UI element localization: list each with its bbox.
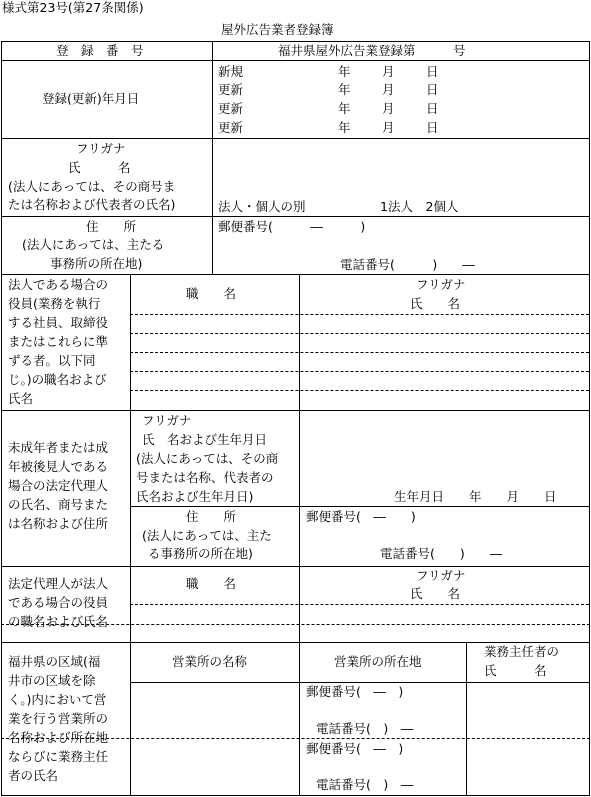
- registration-date-type: 新規: [218, 64, 244, 79]
- rep-officers-label: 法定代理人が法人: [8, 576, 109, 591]
- table-border-top: [1, 41, 590, 42]
- officer-name-header: 氏 名: [410, 296, 461, 311]
- row-divider: [130, 682, 589, 683]
- rep-officer-furigana-header: フリガナ: [416, 568, 466, 583]
- year-label: 年: [338, 101, 351, 116]
- registration-number-value: 福井県屋外広告業登録第 号: [278, 43, 466, 58]
- row-divider: [1, 138, 590, 139]
- row-divider: [1, 216, 590, 217]
- entity-type-options: 1法人 2個人: [380, 199, 459, 214]
- month-label: 月: [382, 101, 395, 116]
- legal-rep-furigana: フリガナ: [142, 413, 192, 428]
- page-title: 屋外広告業者登録簿: [221, 22, 334, 37]
- name-note: (法人にあっては、その商号ま: [8, 179, 176, 194]
- legal-rep-address-note: (法人にあっては、主た: [142, 528, 272, 543]
- table-border-left: [1, 41, 2, 796]
- row-divider: [1, 60, 590, 61]
- office-name-header: 営業所の名称: [172, 654, 248, 669]
- day-label: 日: [426, 120, 439, 135]
- address-note: (法人にあっては、主たる: [22, 237, 165, 252]
- offices-label: 業を行う営業所の: [8, 711, 109, 726]
- postal-code-field: 郵便番号( ― ): [218, 219, 366, 234]
- offices-label: 名称および所在地: [8, 730, 109, 745]
- legal-rep-note: 氏名および生年月日): [136, 489, 254, 504]
- offices-label: 者の氏名: [8, 768, 59, 783]
- name-furigana-label: フリガナ: [76, 141, 126, 156]
- offices-label: 福井県の区域(福: [8, 654, 101, 669]
- officer-furigana-header: フリガナ: [416, 277, 466, 292]
- officers-label: 氏名: [8, 391, 34, 406]
- offices-label: 井市の区域を除: [8, 673, 96, 688]
- registration-date-type: 更新: [218, 101, 244, 116]
- month-label: 月: [382, 82, 395, 97]
- row-divider: [1, 566, 590, 567]
- office-location-header: 営業所の所在地: [334, 654, 422, 669]
- rep-officer-name-header: 氏 名: [410, 586, 461, 601]
- legal-rep-postal-field: 郵便番号( ― ): [306, 509, 416, 524]
- offices-label: ならびに業務主任: [8, 749, 109, 764]
- year-label: 年: [338, 64, 351, 79]
- dashed-row-line: [130, 314, 589, 315]
- col-divider: [466, 642, 467, 795]
- office-postal-field: 郵便番号( ― ): [306, 741, 404, 756]
- legal-rep-label: は名称および住所: [8, 516, 109, 531]
- legal-rep-label: の氏名、商号また: [8, 497, 109, 512]
- address-label: 住 所: [86, 219, 137, 234]
- dashed-row-line: [130, 371, 589, 372]
- form-number: 様式第23号(第27条関係): [2, 0, 144, 15]
- office-postal-field: 郵便番号( ― ): [306, 684, 404, 699]
- row-divider: [1, 410, 590, 411]
- entity-type-label: 法人・個人の別: [218, 199, 306, 214]
- month-label: 月: [382, 64, 395, 79]
- legal-rep-phone-field: 電話番号( ) ―: [380, 546, 503, 561]
- col-divider: [130, 410, 131, 566]
- officers-label: またはこれらに準: [8, 334, 109, 349]
- dashed-row-line: [130, 604, 589, 605]
- registration-date-label: 登録(更新)年月日: [42, 91, 140, 106]
- dashed-row-line: [130, 333, 589, 334]
- rep-officers-label: の職名および氏名: [8, 614, 109, 629]
- manager-header: 業務主任者の: [484, 644, 560, 659]
- officers-label: ずる者。以下同: [8, 353, 96, 368]
- officers-label: 法人である場合の: [8, 277, 109, 292]
- name-note: たは名称および代表者の氏名): [8, 197, 176, 212]
- row-divider: [1, 642, 590, 643]
- legal-rep-name-label: 氏 名および生年月日: [142, 432, 268, 447]
- officer-position-header: 職 名: [186, 286, 237, 301]
- registration-number-label: 登 録 番 号: [56, 43, 144, 58]
- legal-rep-label: 年被後見人である: [8, 459, 109, 474]
- year-label: 年: [338, 82, 351, 97]
- col-divider: [299, 410, 300, 566]
- month-label: 月: [382, 120, 395, 135]
- row-divider: [130, 506, 589, 507]
- phone-field: 電話番号( ) ―: [340, 257, 475, 272]
- legal-rep-address-label: 住 所: [186, 509, 237, 524]
- col-divider: [130, 642, 131, 795]
- legal-rep-note: (法人にあっては、その商: [136, 451, 279, 466]
- col-divider: [212, 41, 213, 274]
- table-border-bottom: [1, 795, 590, 796]
- manager-header: 氏 名: [484, 663, 547, 678]
- dashed-row-line: [130, 390, 589, 391]
- day-label: 日: [426, 101, 439, 116]
- row-divider: [1, 274, 590, 275]
- registration-date-type: 更新: [218, 82, 244, 97]
- col-divider: [299, 642, 300, 795]
- registration-date-type: 更新: [218, 120, 244, 135]
- rep-officers-label: である場合の役員: [8, 595, 109, 610]
- address-note: 事務所の所在地): [50, 256, 143, 271]
- rep-officer-position-header: 職 名: [186, 576, 237, 591]
- legal-rep-label: 未成年者または成: [8, 440, 109, 455]
- year-label: 年: [338, 120, 351, 135]
- office-phone-field: 電話番号( ) ―: [316, 777, 414, 792]
- legal-rep-note: 号または名称、代表者の: [136, 470, 274, 485]
- officers-label: じ。)の職名および: [8, 372, 107, 387]
- offices-label: く。)内において営: [8, 692, 107, 707]
- dashed-row-line: [130, 352, 589, 353]
- legal-rep-address-note: る事務所の所在地): [148, 546, 253, 561]
- office-phone-field: 電話番号( ) ―: [316, 721, 414, 736]
- officers-label: する社員、取締役: [8, 315, 109, 330]
- officers-label: 役員(業務を執行: [8, 296, 101, 311]
- table-border-right: [589, 41, 590, 796]
- day-label: 日: [426, 82, 439, 97]
- day-label: 日: [426, 64, 439, 79]
- name-label: 氏 名: [68, 160, 131, 175]
- birth-date-field: 生年月日 年 月 日: [394, 489, 557, 504]
- legal-rep-label: 場合の法定代理人: [8, 478, 109, 493]
